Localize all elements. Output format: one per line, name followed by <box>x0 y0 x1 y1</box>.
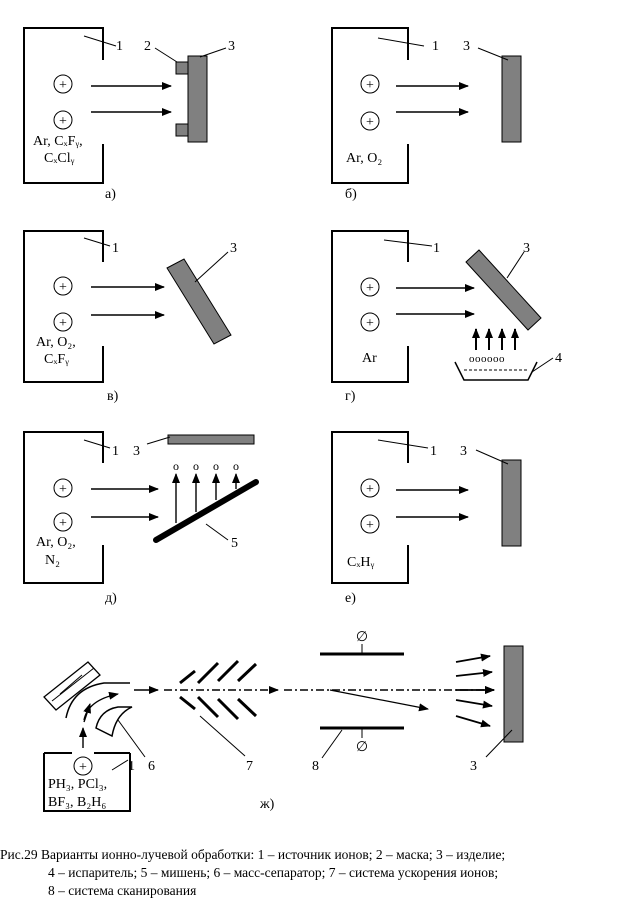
callout-number: 5 <box>231 536 238 551</box>
leader-line <box>147 437 170 444</box>
ground-symbol: ∅ <box>355 740 369 755</box>
callout-number: 2 <box>144 39 151 54</box>
product <box>167 259 231 344</box>
leader-line <box>507 252 524 278</box>
ground-symbol: ∅ <box>355 630 369 645</box>
ion-sign: + <box>59 316 67 331</box>
panel-label: а) <box>105 187 116 202</box>
gas-label: BF₃, B₂H₆ <box>48 795 107 810</box>
leader-line <box>195 252 228 282</box>
leader-line <box>206 524 228 540</box>
ion-sign: + <box>366 115 374 130</box>
gas-label: PH₃, PCl₃, <box>48 777 108 792</box>
ion-sign: + <box>59 516 67 531</box>
scan-arrows <box>456 656 494 726</box>
panel-e <box>332 432 521 606</box>
leader-line <box>155 48 177 62</box>
gas-label: Ar <box>362 351 377 366</box>
product <box>188 56 207 142</box>
leader-line <box>200 716 245 756</box>
atom: o <box>173 459 179 473</box>
panel-v <box>24 231 237 404</box>
callout-number: 7 <box>246 759 253 774</box>
panel-label: е) <box>345 591 356 606</box>
leader-line <box>378 38 424 46</box>
gas-label: Ar, CₓFᵧ, <box>33 134 83 149</box>
callout-number: 3 <box>460 444 467 459</box>
mask <box>176 62 188 74</box>
callout-number: 4 <box>555 351 562 366</box>
panel-label: б) <box>345 187 357 202</box>
panel-label: ж) <box>260 797 275 812</box>
ion-sign: + <box>79 760 87 775</box>
callout-number: 1 <box>128 759 135 774</box>
gas-label: CₓFᵧ <box>44 352 69 367</box>
gas-label: CₓClᵧ <box>44 151 75 166</box>
ion-sign: + <box>366 482 374 497</box>
panel-label: д) <box>105 591 117 606</box>
deflected-beam <box>330 690 428 709</box>
atom: o <box>233 459 239 473</box>
gas-label: CₓHᵧ <box>347 555 375 570</box>
ion-sign: + <box>59 114 67 129</box>
ion-sign: + <box>59 482 67 497</box>
vapor-arrows <box>476 329 515 350</box>
leader-line <box>486 730 512 757</box>
gas-label: N₂ <box>45 553 60 568</box>
target <box>156 482 256 540</box>
gas-label: Ar, O₂, <box>36 535 76 550</box>
atom: o <box>213 459 219 473</box>
ion-sign: + <box>59 78 67 93</box>
panel-label: г) <box>345 389 356 404</box>
callout-number: 3 <box>230 241 237 256</box>
vapor-particles: oooooo <box>469 353 505 365</box>
product <box>502 56 521 142</box>
atom: o <box>193 459 199 473</box>
ion-sign: + <box>366 78 374 93</box>
ion-source <box>24 432 103 583</box>
leader-line <box>112 760 128 770</box>
leader-line <box>84 238 110 246</box>
callout-number: 3 <box>133 444 140 459</box>
leader-line <box>322 730 342 758</box>
panel-zh <box>44 630 523 812</box>
leader-line <box>84 36 116 46</box>
product <box>466 250 541 330</box>
product <box>504 646 523 742</box>
gas-label: Ar, O₂ <box>346 151 383 166</box>
mask <box>176 124 188 136</box>
product <box>168 435 254 444</box>
panel-b <box>332 28 521 202</box>
callout-number: 6 <box>148 759 155 774</box>
panel-a <box>24 28 235 202</box>
leader-line <box>84 440 110 448</box>
callout-number: 1 <box>433 241 440 256</box>
caption-line: 4 – испаритель; 5 – мишень; 6 – масс-сепаратор; 7 – система ускорения ионов; <box>48 865 499 880</box>
ion-sign: + <box>366 281 374 296</box>
callout-number: 1 <box>112 444 119 459</box>
ion-sign: + <box>59 280 67 295</box>
callout-number: 1 <box>430 444 437 459</box>
panel-label: в) <box>107 389 119 404</box>
ion-sign: + <box>366 518 374 533</box>
leader-line <box>118 720 145 757</box>
callout-number: 1 <box>116 39 123 54</box>
product <box>502 460 521 546</box>
callout-number: 3 <box>470 759 477 774</box>
leader-line <box>378 440 428 448</box>
figure-caption <box>0 846 624 900</box>
caption-line: 8 – система сканирования <box>48 883 197 898</box>
panel-g <box>332 231 562 404</box>
callout-number: 3 <box>523 241 530 256</box>
ion-sign: + <box>366 316 374 331</box>
gas-label: Ar, O₂, <box>36 335 76 350</box>
leader-line <box>478 48 508 60</box>
callout-number: 3 <box>228 39 235 54</box>
leader-line <box>200 48 226 57</box>
callout-number: 1 <box>112 241 119 256</box>
callout-number: 3 <box>463 39 470 54</box>
callout-number: 1 <box>432 39 439 54</box>
leader-line <box>476 450 508 464</box>
caption-line: Рис.29 Варианты ионно-лучевой обработки: 1 – источник ионов; 2 – маска; 3 – изделие; <box>0 847 506 862</box>
panel-d <box>24 432 256 606</box>
callout-number: 8 <box>312 759 319 774</box>
